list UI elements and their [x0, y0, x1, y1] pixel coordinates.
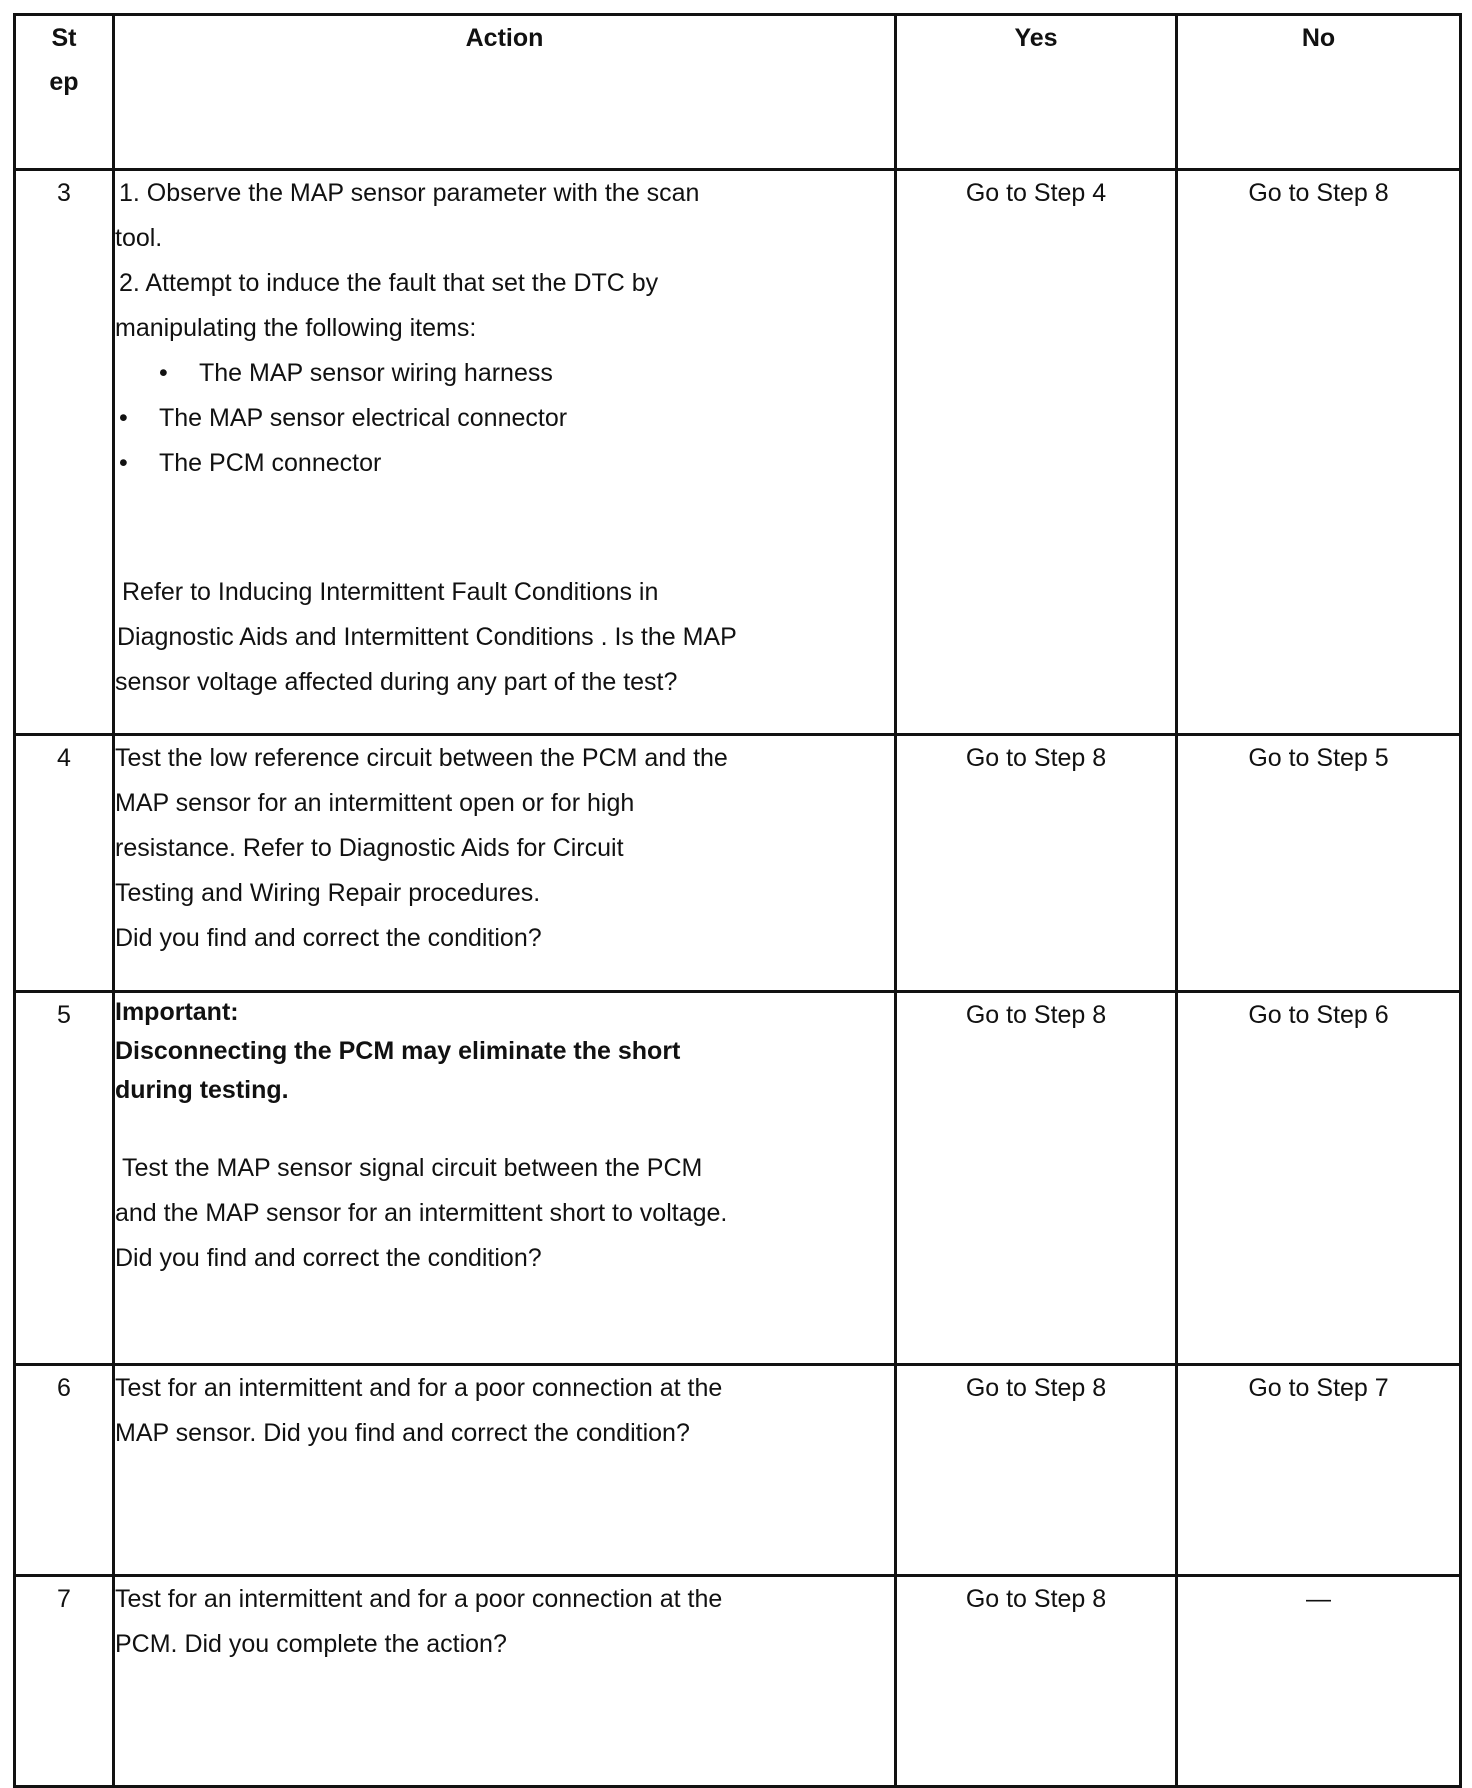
- yes-cell: Go to Step 8: [896, 1576, 1177, 1787]
- header-no: No: [1177, 15, 1461, 170]
- action-line: PCM. Did you complete the action?: [115, 1630, 507, 1658]
- important-text: during testing.: [115, 1076, 289, 1104]
- table-row-step-7: [15, 1576, 1461, 1787]
- no-cell: Go to Step 6: [1177, 992, 1461, 1365]
- action-line: 1. Observe the MAP sensor parameter with the scan: [119, 179, 700, 207]
- important-label: Important:: [115, 998, 239, 1026]
- step-number: 4: [15, 735, 114, 992]
- bullet-icon: •: [119, 404, 128, 432]
- header-step-line-2: ep: [49, 68, 79, 96]
- header-step-line-1: St: [51, 24, 77, 52]
- action-cell: [114, 1365, 896, 1576]
- step-number: 6: [15, 1365, 114, 1576]
- action-line: and the MAP sensor for an intermittent short to voltage.: [115, 1199, 728, 1227]
- no-cell: —: [1177, 1576, 1461, 1787]
- yes-cell: Go to Step 8: [896, 992, 1177, 1365]
- action-line: manipulating the following items:: [115, 314, 477, 342]
- yes-cell: Go to Step 4: [896, 170, 1177, 735]
- step-number: 7: [15, 1576, 114, 1787]
- action-line: MAP sensor. Did you find and correct the condition?: [115, 1419, 690, 1447]
- no-cell: Go to Step 7: [1177, 1365, 1461, 1576]
- action-line: resistance. Refer to Diagnostic Aids for Circuit: [115, 834, 624, 862]
- header-step: [15, 15, 114, 170]
- bullet-icon: •: [119, 449, 128, 477]
- action-line: Test for an intermittent and for a poor connection at the: [115, 1585, 723, 1613]
- action-line: Test the low reference circuit between the PCM and the: [115, 744, 728, 772]
- action-line: Did you find and correct the condition?: [115, 924, 542, 952]
- action-line: 2. Attempt to induce the fault that set the DTC by: [119, 269, 659, 297]
- action-line: Testing and Wiring Repair procedures.: [115, 879, 541, 907]
- step-number: 3: [15, 170, 114, 735]
- diagnostic-table: [13, 13, 1462, 1788]
- action-line: Did you find and correct the condition?: [115, 1244, 542, 1272]
- action-cell: [114, 170, 896, 735]
- spacer: [115, 486, 894, 570]
- action-line: tool.: [115, 224, 163, 252]
- table-row-step-6: [15, 1365, 1461, 1576]
- no-cell: Go to Step 8: [1177, 170, 1461, 735]
- bullet-item: [115, 441, 894, 486]
- action-line: sensor voltage affected during any part of the test?: [115, 668, 678, 696]
- bullet-item: [115, 351, 894, 396]
- yes-cell: Go to Step 8: [896, 735, 1177, 992]
- bullet-text: The MAP sensor wiring harness: [199, 359, 553, 387]
- yes-cell: Go to Step 8: [896, 1365, 1177, 1576]
- action-cell: [114, 1576, 896, 1787]
- step-number: 5: [15, 992, 114, 1365]
- header-row: [15, 15, 1461, 170]
- action-cell: [114, 735, 896, 992]
- header-action: Action: [114, 15, 896, 170]
- action-line: MAP sensor for an intermittent open or for high: [115, 789, 635, 817]
- important-text: Disconnecting the PCM may eliminate the short: [115, 1037, 681, 1065]
- no-cell: Go to Step 5: [1177, 735, 1461, 992]
- header-yes: Yes: [896, 15, 1177, 170]
- table-row-step-5: [15, 992, 1461, 1365]
- action-line: Diagnostic Aids and Intermittent Conditions . Is the MAP: [117, 623, 737, 651]
- action-line: Test the MAP sensor signal circuit between the PCM: [122, 1154, 703, 1182]
- table-row-step-4: [15, 735, 1461, 992]
- action-cell: [114, 992, 896, 1365]
- bullet-item: [115, 396, 894, 441]
- bullet-icon: •: [159, 359, 168, 387]
- table-row-step-3: [15, 170, 1461, 735]
- action-line: Test for an intermittent and for a poor connection at the: [115, 1374, 723, 1402]
- spacer: [115, 1110, 894, 1146]
- action-line: Refer to Inducing Intermittent Fault Conditions in: [122, 578, 659, 606]
- bullet-text: The PCM connector: [159, 449, 382, 477]
- bullet-text: The MAP sensor electrical connector: [159, 404, 568, 432]
